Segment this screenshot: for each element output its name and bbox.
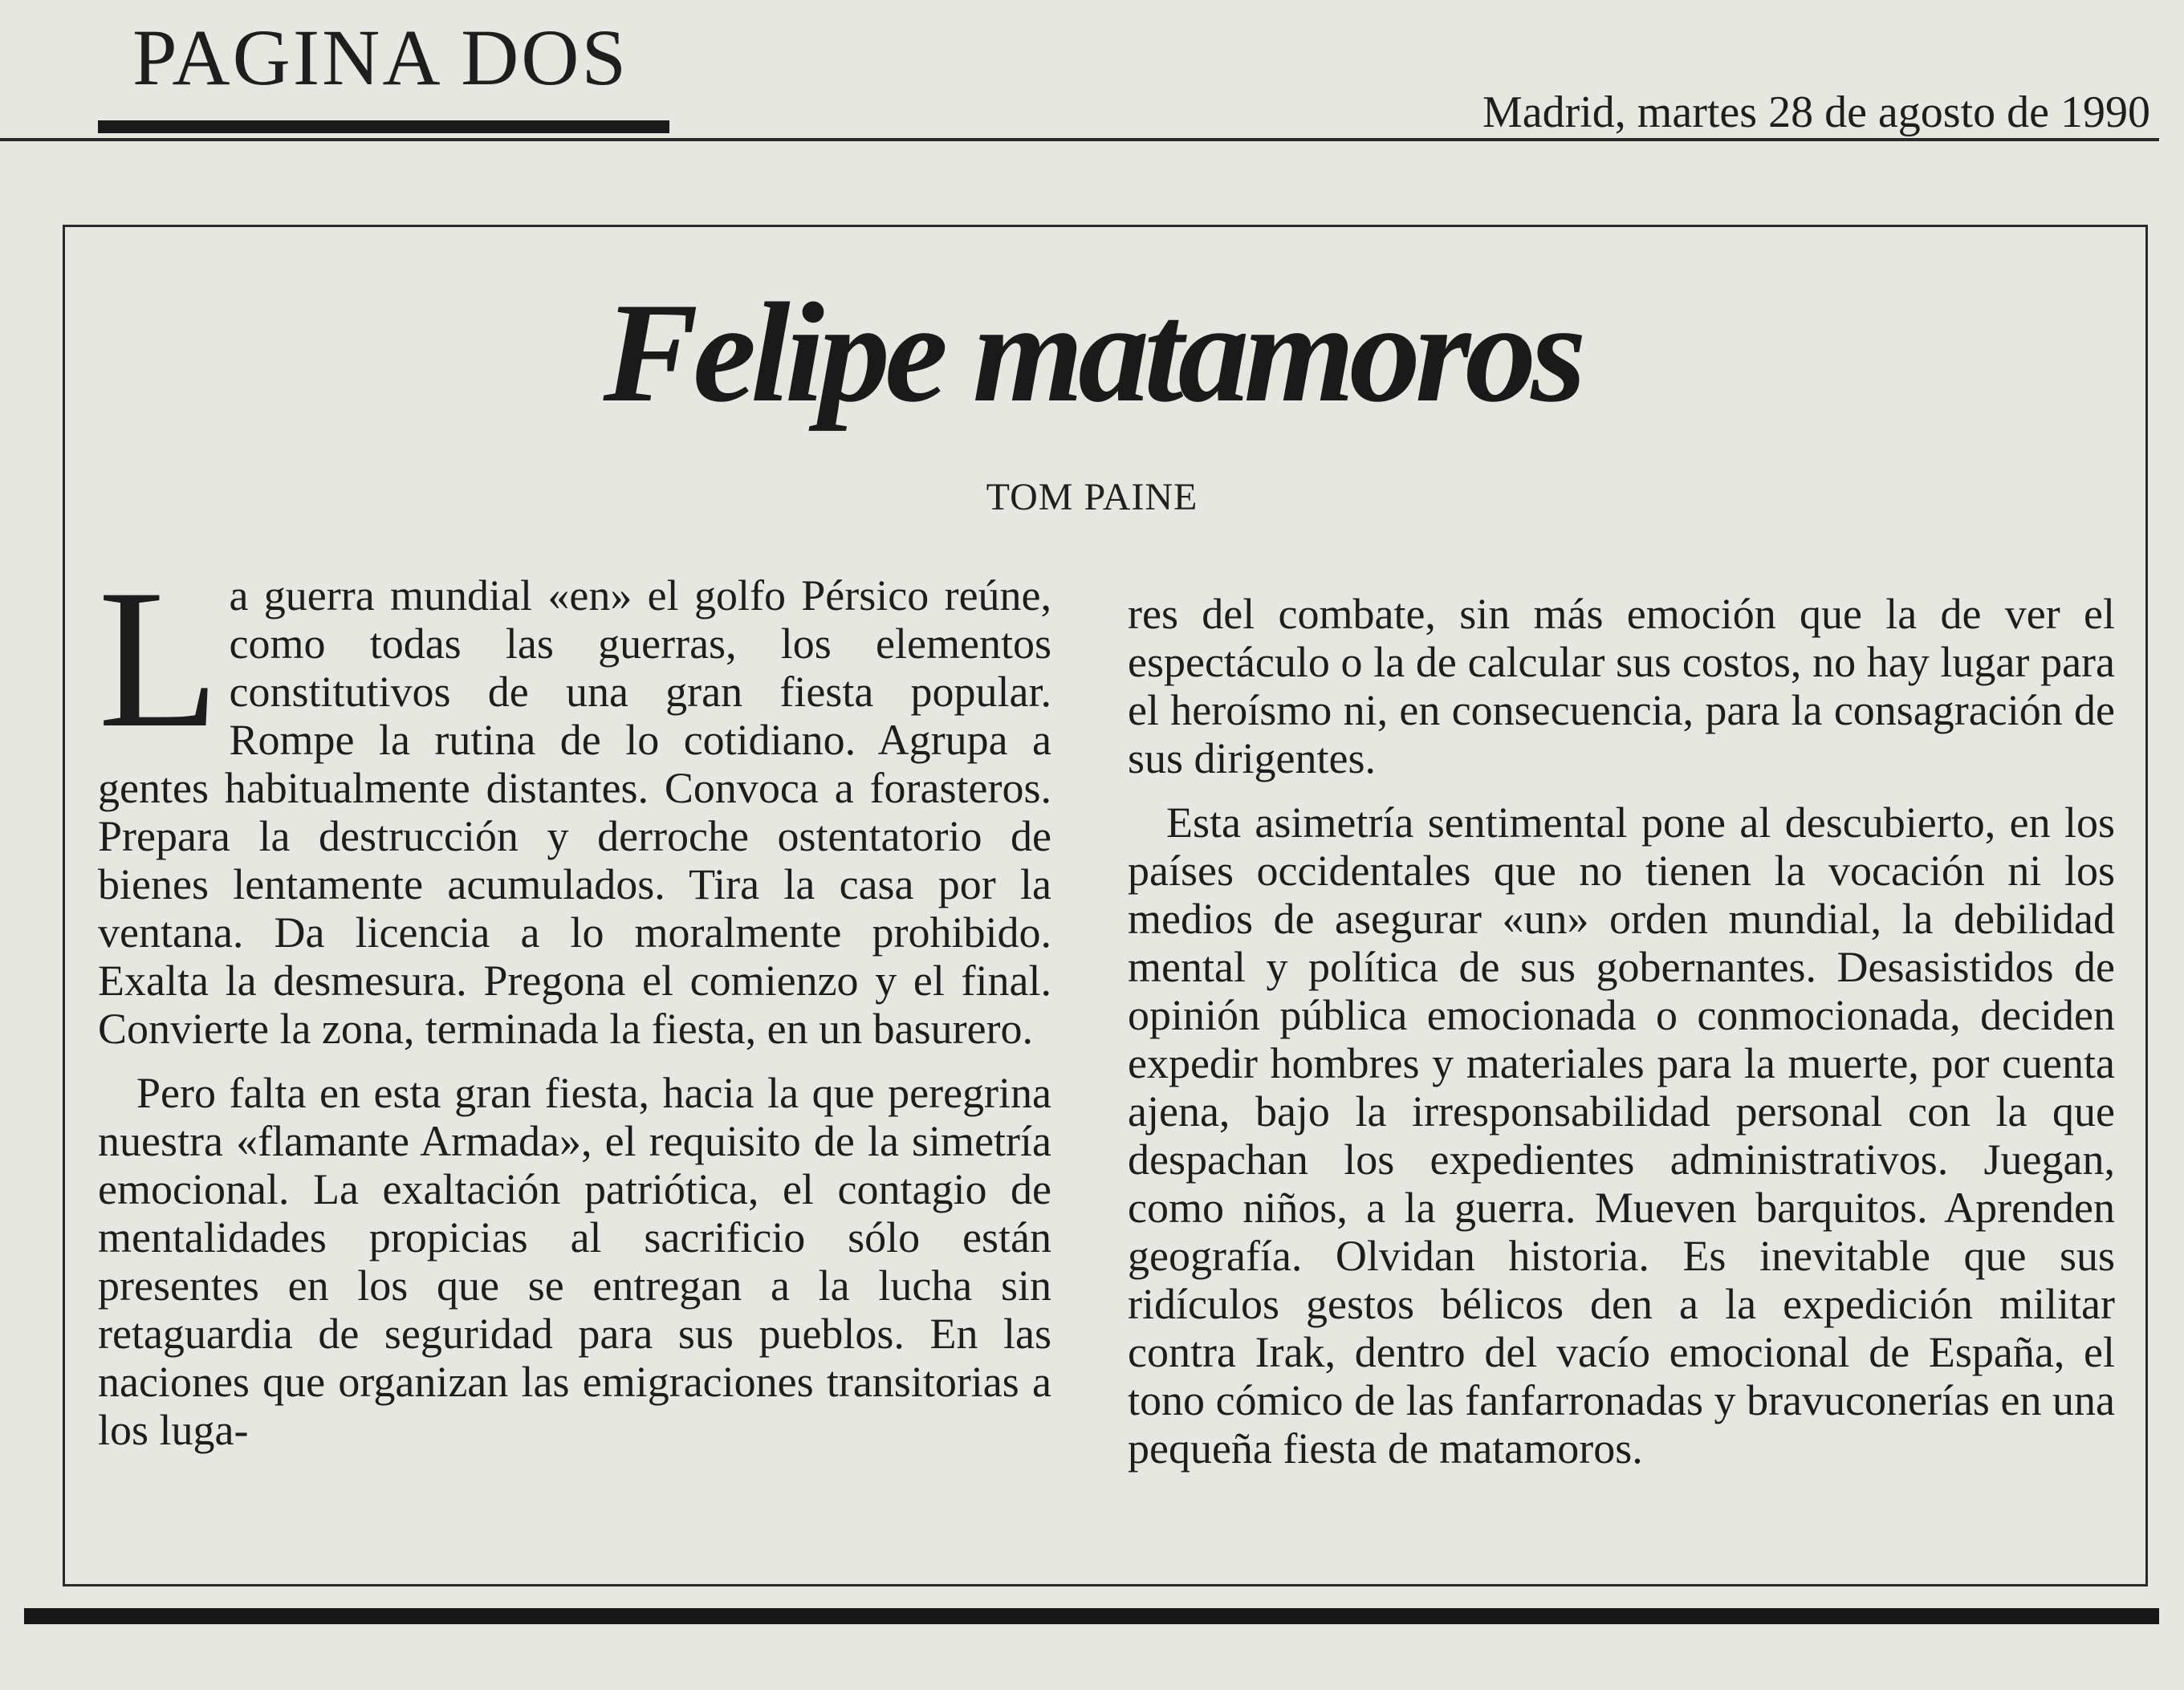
dateline: Madrid, martes 28 de agosto de 1990 [1482,87,2150,137]
drop-cap: L [98,548,220,769]
article-column-left [98,548,1051,1454]
section-label: PAGINA DOS [132,13,629,102]
section-label-bar [98,120,669,133]
paragraph: res del combate, sin más emoción que la de ver el espectáculo o la de calcular sus costos, no hay lugar para el heroísmo ni, en consecuencia, para la consagración de sus dirigentes. [1128,590,2115,782]
paragraph-text: a guerra mundial «en» el golfo Pérsico reúne, como todas las guerras, los elementos constitutivos de una gran fiesta popular. Rompe la rutina de lo cotidiano. Agrupa a gentes habitualmente distantes. Convoca a forasteros. Prepara la destrucción y derroche ostentatorio de bienes lentamente acumulados. Tira la casa por la ventana. Da licencia a lo moralmente prohibido. Exalta la desmesura. Pregona el comienzo y el final. Convierte la zona, terminada la fiesta, en un basurero. [98,571,1051,1053]
header-rule [0,138,2159,141]
byline: TOM PAINE [986,476,1198,518]
paragraph: Esta asimetría sentimental pone al descubierto, en los países occidentales que no tienen la vocación ni los medios de asegurar «un» orden mundial, la debilidad mental y política de sus gobernantes. Desasistidos de opinión pública emocionada o conmocionada, deciden expedir hombres y materiales para la muerte, por cuenta ajena, bajo la irresponsabilidad personal con la que despachan los expedientes administrativos. Juegan, como niños, a la guerra. Mueven barquitos. Aprenden geografía. Olvidan historia. Es inevitable que sus ridículos gestos bélicos den a la expedición militar contra Irak, dentro del vacío emocional de España, el tono cómico de las fanfarronadas y bravuconerías en una pequeña fiesta de matamoros. [1128,798,2115,1473]
paragraph: Pero falta en esta gran fiesta, hacia la que peregrina nuestra «flamante Armada», el requisito de la simetría emocional. La exaltación patriótica, el contagio de mentalidades propicias al sacrificio sólo están presentes en los que se entregan a la lucha sin retaguardia de seguridad para sus pueblos. En las naciones que organizan las emigraciones transitorias a los luga- [98,1069,1051,1454]
article-column-right [1128,590,2115,1473]
headline: Felipe matamoros [603,273,1581,432]
bottom-rule [24,1608,2159,1624]
paragraph [98,548,1051,1053]
